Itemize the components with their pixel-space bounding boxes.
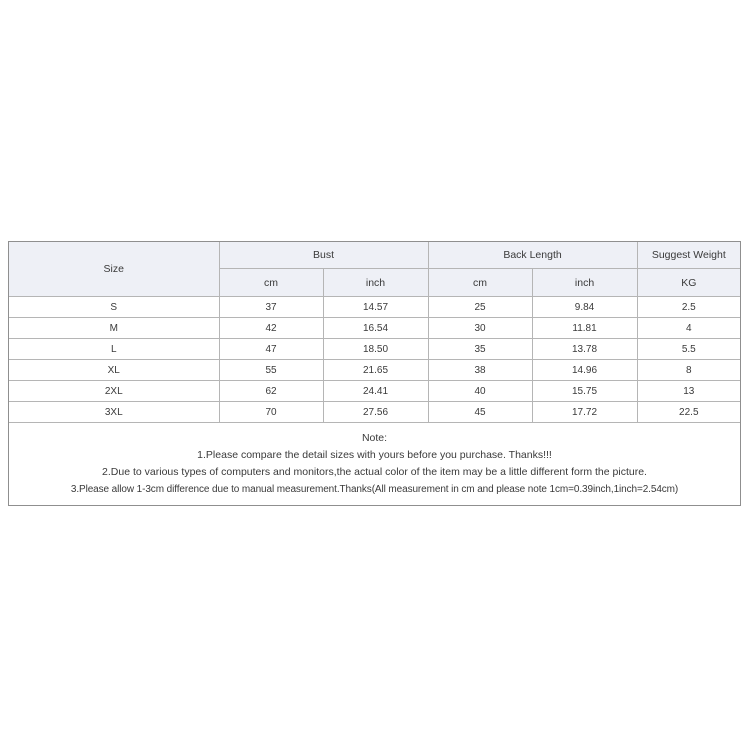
size-header: Size xyxy=(9,242,219,297)
size-cell: M xyxy=(9,318,219,339)
bust-cm-cell: 42 xyxy=(219,318,323,339)
size-cell: 3XL xyxy=(9,402,219,423)
weight-cell: 2.5 xyxy=(637,297,740,318)
size-cell: S xyxy=(9,297,219,318)
weight-cell: 22.5 xyxy=(637,402,740,423)
bust-cm-cell: 47 xyxy=(219,339,323,360)
back-length-header: Back Length xyxy=(428,242,637,269)
note-line-2: 2.Due to various types of computers and monitors,the actual color of the item may be a little different form the picture. xyxy=(102,466,647,478)
table-row xyxy=(9,339,740,360)
back-cm-cell: 40 xyxy=(428,381,532,402)
back-inch-header: inch xyxy=(532,269,637,297)
table-row xyxy=(9,318,740,339)
table-row xyxy=(9,402,740,423)
back-cm-cell: 38 xyxy=(428,360,532,381)
bust-inch-cell: 16.54 xyxy=(323,318,428,339)
bust-cm-header: cm xyxy=(219,269,323,297)
bust-inch-cell: 21.65 xyxy=(323,360,428,381)
bust-cm-cell: 70 xyxy=(219,402,323,423)
weight-cell: 4 xyxy=(637,318,740,339)
bust-inch-cell: 14.57 xyxy=(323,297,428,318)
bust-cm-cell: 62 xyxy=(219,381,323,402)
table-row xyxy=(9,297,740,318)
bust-inch-header: inch xyxy=(323,269,428,297)
bust-inch-cell: 24.41 xyxy=(323,381,428,402)
notes-cell xyxy=(9,423,740,506)
size-cell: XL xyxy=(9,360,219,381)
note-line-1: 1.Please compare the detail sizes with yours before you purchase. Thanks!!! xyxy=(197,449,552,461)
back-inch-cell: 15.75 xyxy=(532,381,637,402)
back-cm-cell: 45 xyxy=(428,402,532,423)
bust-inch-cell: 18.50 xyxy=(323,339,428,360)
bust-header: Bust xyxy=(219,242,428,269)
weight-cell: 8 xyxy=(637,360,740,381)
bust-cm-cell: 55 xyxy=(219,360,323,381)
header-row-group xyxy=(9,242,740,269)
back-cm-cell: 25 xyxy=(428,297,532,318)
weight-cell: 5.5 xyxy=(637,339,740,360)
back-inch-cell: 17.72 xyxy=(532,402,637,423)
weight-cell: 13 xyxy=(637,381,740,402)
size-chart xyxy=(8,241,741,506)
size-cell: 2XL xyxy=(9,381,219,402)
suggest-weight-header: Suggest Weight xyxy=(637,242,740,269)
size-table xyxy=(9,242,740,505)
bust-cm-cell: 37 xyxy=(219,297,323,318)
back-cm-header: cm xyxy=(428,269,532,297)
back-inch-cell: 14.96 xyxy=(532,360,637,381)
weight-unit-header: KG xyxy=(637,269,740,297)
back-inch-cell: 11.81 xyxy=(532,318,637,339)
size-cell: L xyxy=(9,339,219,360)
table-row xyxy=(9,381,740,402)
note-title: Note: xyxy=(361,432,388,444)
back-inch-cell: 13.78 xyxy=(532,339,637,360)
note-line-3: 3.Please allow 1-3cm difference due to manual measurement.Thanks(All measurement in cm and please note 1cm=0.39inch,1inch=2.54cm) xyxy=(70,484,679,495)
back-cm-cell: 35 xyxy=(428,339,532,360)
table-row xyxy=(9,360,740,381)
back-cm-cell: 30 xyxy=(428,318,532,339)
notes-row xyxy=(9,423,740,506)
back-inch-cell: 9.84 xyxy=(532,297,637,318)
bust-inch-cell: 27.56 xyxy=(323,402,428,423)
